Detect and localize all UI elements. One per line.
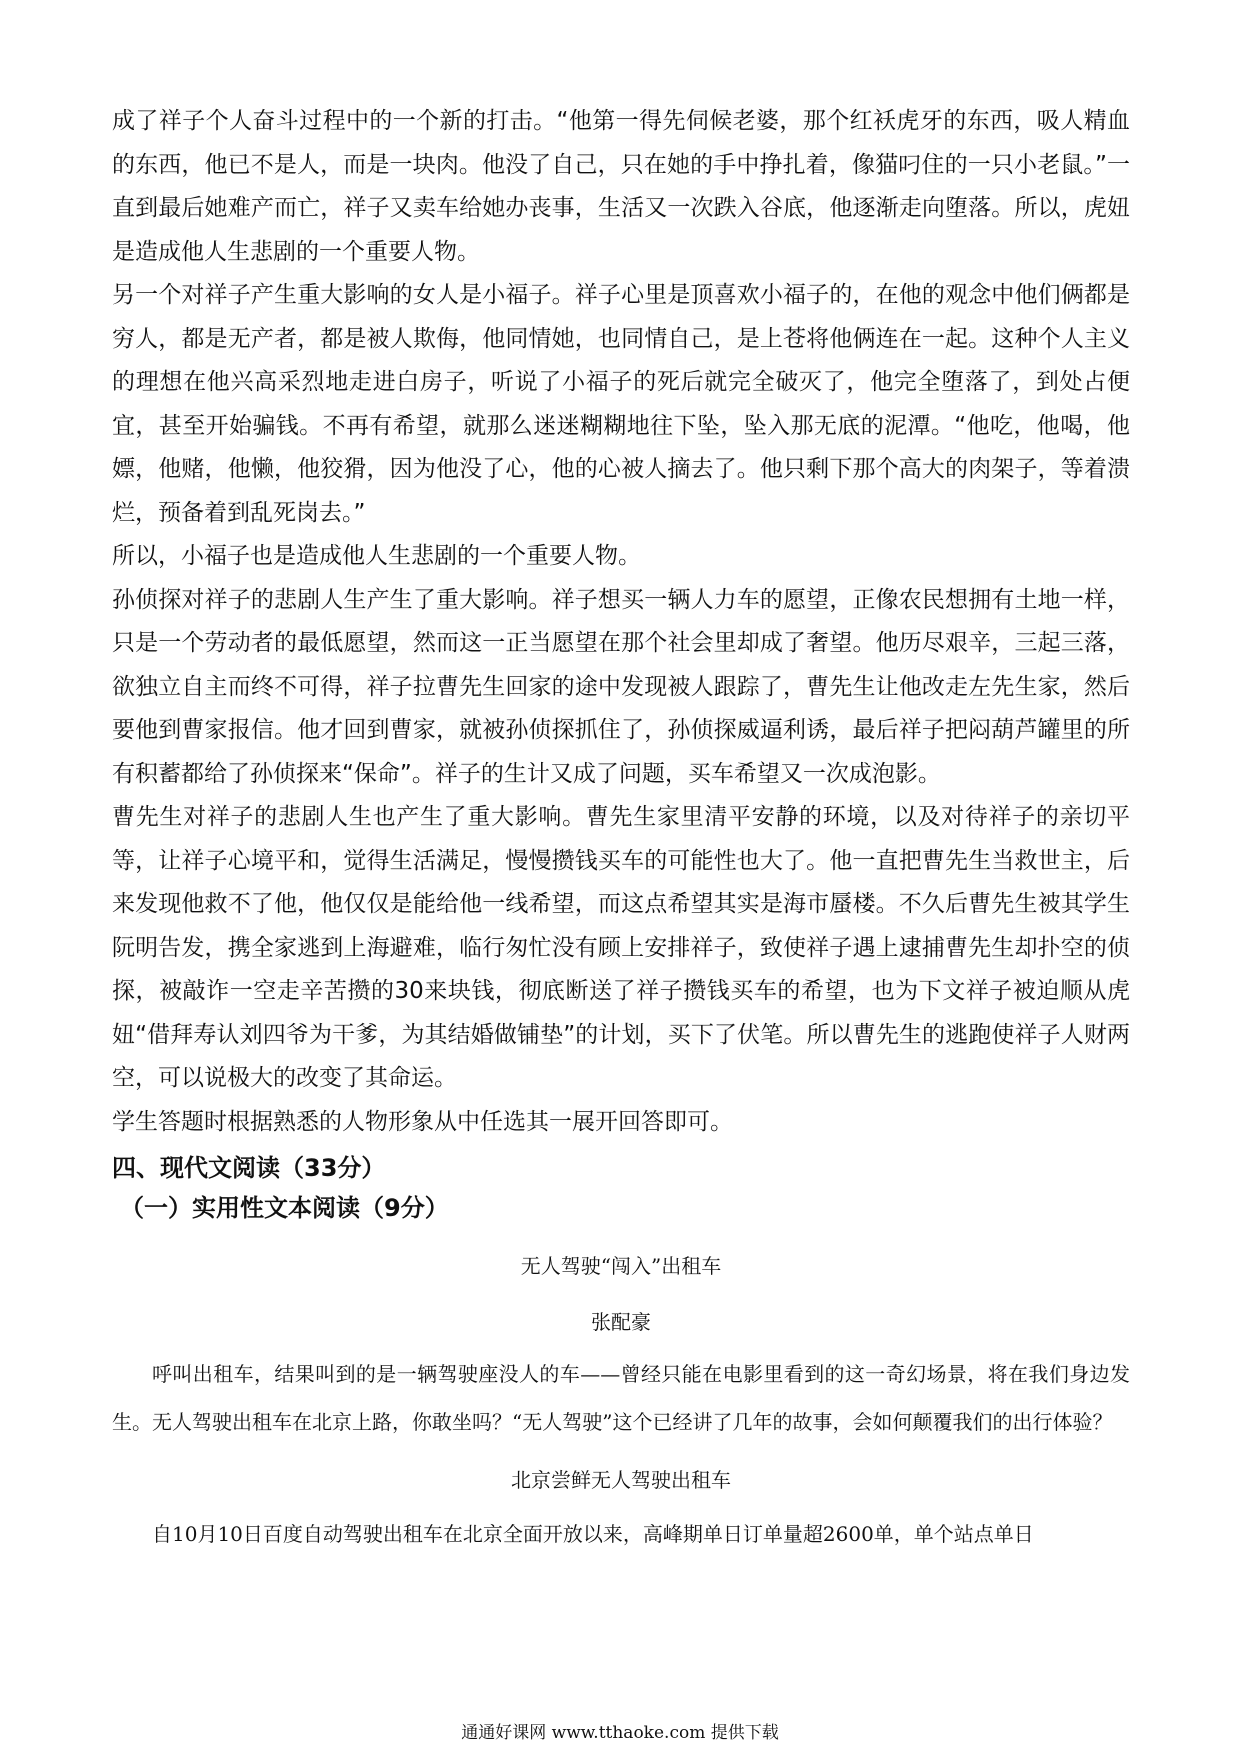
subsection-heading: （一）实用性文本阅读（9分） [120,1194,449,1222]
answer-paragraph-6: 学生答题时根据熟悉的人物形象从中任选其一展开回答即可。 [112,1108,733,1135]
article-body-start: 自10月10日百度自动驾驶出租车在北京全面开放以来，高峰期单日订单量超2600单，单个站点单日 [152,1522,1034,1546]
document-page [112,100,1130,1558]
page-footer: 通通好课网 www.tthaoke.com 提供下载 [461,1723,779,1743]
answer-paragraph-5: 曹先生对祥子的悲剧人生也产生了重大影响。曹先生家里清平安静的环境，以及对待祥子的亲切平等，让祥子心境平和，觉得生活满足，慢慢攒钱买车的可能性也大了。他一直把曹先生当救世主，后来发现他救不了他，他仅仅是能给他一线希望，而这点希望其实是海市蜃楼。不久后曹先生被其学生阮明告发，携全家逃到上海避难，临行匆忙没有顾上安排祥子，致使祥子遇上逮捕曹先生却扑空的侦探，被敲诈一空走辛苦攒的30来块钱，彻底断送了祥子攒钱买车的希望，也为下文祥子被迫顺从虎妞“借拜寿认刘四爷为干爹，为其结婚做铺垫”的计划，买下了伏笔。所以曹先生的逃跑使祥子人财两空，可以说极大的改变了其命运。 [112,804,1130,1091]
article-subheading: 北京尝鲜无人驾驶出租车 [511,1468,731,1492]
article-author: 张配豪 [591,1310,651,1334]
answer-paragraph-4: 孙侦探对祥子的悲剧人生产生了重大影响。祥子想买一辆人力车的愿望，正像农民想拥有土地一样，只是一个劳动者的最低愿望，然而这一正当愿望在那个社会里却成了奢望。他历尽艰辛，三起三落，欲独立自主而终不可得，祥子拉曹先生回家的途中发现被人跟踪了，曹先生让他改走左先生家，然后要他到曹家报信。他才回到曹家，就被孙侦探抓住了，孙侦探威逼利诱，最后祥子把闷葫芦罐里的所有积蓄都给了孙侦探来“保命”。祥子的生计又成了问题，买车希望又一次成泡影。 [112,586,1130,787]
article-intro: 呼叫出租车，结果叫到的是一辆驾驶座没人的车——曾经只能在电影里看到的这一奇幻场景，将在我们身边发生。无人驾驶出租车在北京上路，你敢坐吗？“无人驾驶”这个已经讲了几年的故事，会如何颠覆我们的出行体验？ [112,1362,1130,1434]
answer-paragraph-1: 成了祥子个人奋斗过程中的一个新的打击。“他第一得先伺候老婆，那个红袄虎牙的东西，吸人精血的东西，他已不是人，而是一块肉。他没了自己，只在她的手中挣扎着，像猫叼住的一只小老鼠。”一直到最后她难产而亡，祥子又卖车给她办丧事，生活又一次跌入谷底，他逐渐走向堕落。所以，虎妞是造成他人生悲剧的一个重要人物。 [112,108,1130,265]
section-heading: 四、现代文阅读（33分） [112,1154,386,1182]
answer-paragraph-3: 所以，小福子也是造成他人生悲剧的一个重要人物。 [112,543,641,569]
answer-paragraph-2: 另一个对祥子产生重大影响的女人是小福子。祥子心里是顶喜欢小福子的，在他的观念中他们俩都是穷人，都是无产者，都是被人欺侮，他同情她，也同情自己，是上苍将他俩连在一起。这种个人主义的理想在他兴高采烈地走进白房子，听说了小福子的死后就完全破灭了，他完全堕落了，到处占便宜，甚至开始骗钱。不再有希望，就那么迷迷糊糊地往下坠，坠入那无底的泥潭。“他吃，他喝，他嫖，他赌，他懒，他狡猾，因为他没了心，他的心被人摘去了。他只剩下那个高大的肉架子，等着溃烂，预备着到乱死岗去。” [112,282,1130,526]
article-title: 无人驾驶“闯入”出租车 [520,1254,722,1278]
